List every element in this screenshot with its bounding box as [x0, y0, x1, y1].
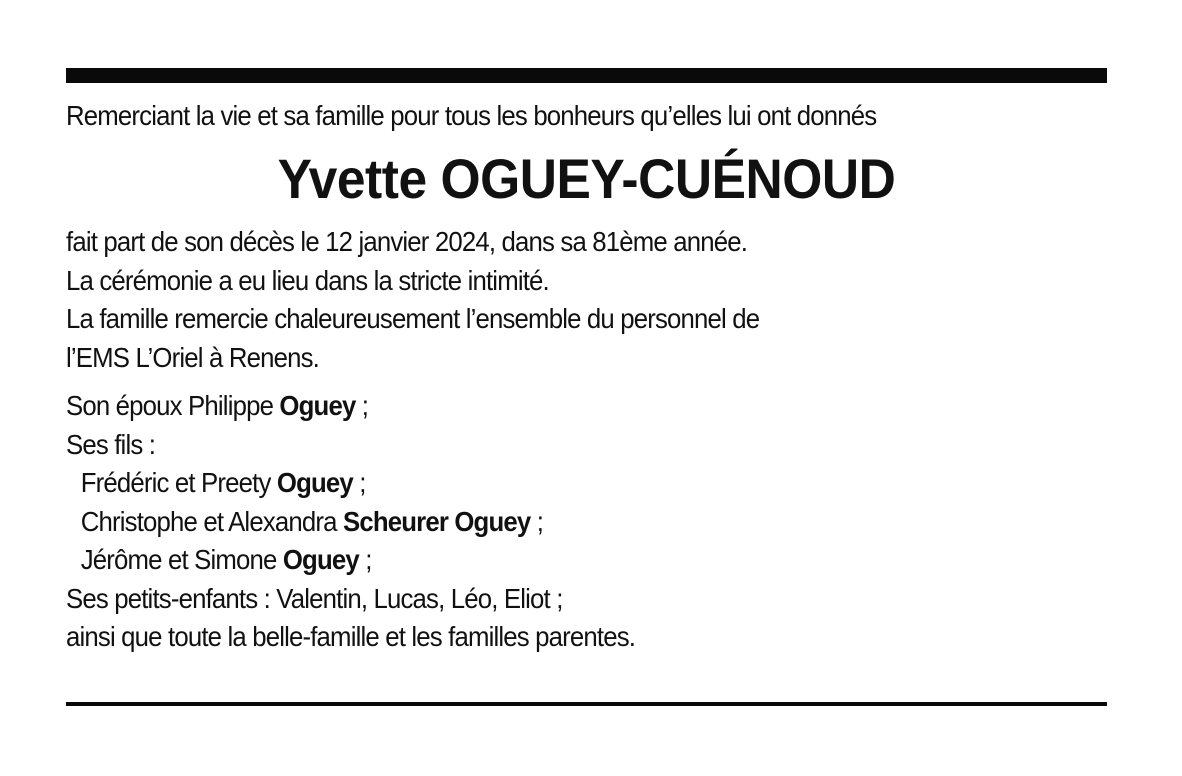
bottom-rule [66, 702, 1107, 706]
family-list [66, 387, 1106, 657]
obituary-notice [66, 68, 1107, 657]
top-rule [66, 68, 1107, 83]
son-surname: Oguey [282, 544, 359, 575]
grandchildren-line: Ses petits-enfants : Valentin, Lucas, Léo, Eliot ; [66, 582, 563, 614]
sons-label: Ses fils : [66, 428, 156, 460]
son-suffix: ; [358, 544, 372, 575]
notice-body [66, 223, 1106, 657]
deceased-name: Yvette OGUEY-CUÉNOUD [277, 147, 896, 210]
spouse-prefix: Son époux Philippe [66, 390, 280, 421]
spouse-line [66, 387, 1106, 426]
son-suffix: ; [530, 505, 544, 537]
son-line [66, 503, 1106, 542]
son-surname: Oguey [276, 467, 353, 498]
closing-line: ainsi que toute la belle-famille et les familles parentes. [66, 621, 636, 652]
announcement-paragraph [66, 223, 1106, 377]
spouse-surname: Oguey [279, 390, 356, 421]
intro-text: Remerciant la vie et sa famille pour tous les bonheurs qu’elles lui ont donnés [66, 100, 877, 131]
son-line [66, 464, 1106, 503]
spouse-suffix: ; [355, 390, 369, 421]
son-surname: Scheurer Oguey [342, 505, 531, 537]
announcement-line: La cérémonie a eu lieu dans la stricte intimité. [66, 264, 549, 296]
son-line [66, 541, 1106, 580]
son-suffix: ; [352, 467, 366, 498]
son-prefix: Christophe et Alexandra [80, 505, 343, 537]
announcement-line: l’EMS L’Oriel à Renens. [66, 341, 319, 373]
announcement-line: La famille remercie chaleureusement l’ensemble du personnel de [66, 303, 760, 334]
son-prefix: Jérôme et Simone [80, 544, 283, 575]
announcement-line: fait part de son décès le 12 janvier 2024, dans sa 81ème année. [66, 226, 748, 257]
son-prefix: Frédéric et Preety [80, 467, 277, 498]
